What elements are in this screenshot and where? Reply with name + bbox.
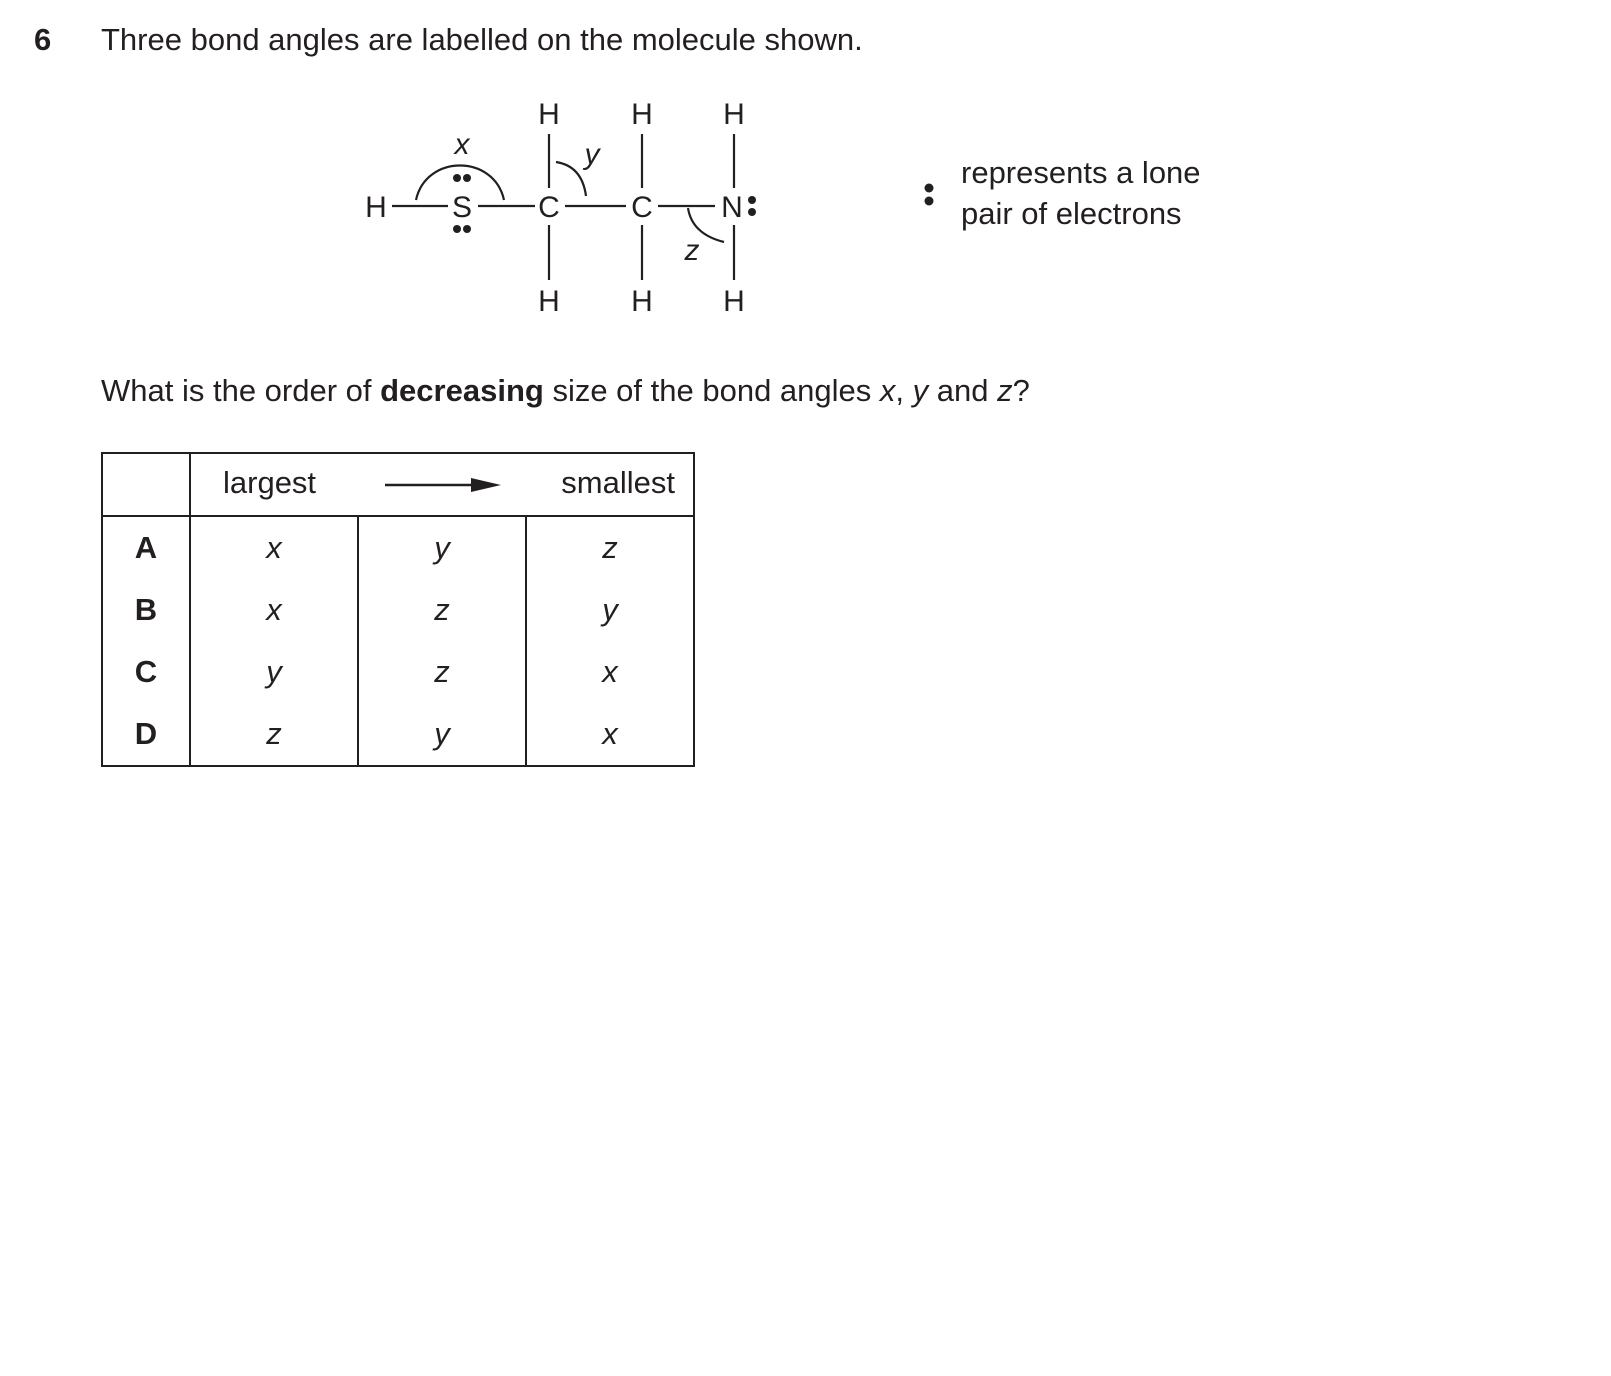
option-cell: x — [526, 703, 694, 766]
atom-c2: C — [631, 191, 653, 224]
table-header-row — [102, 453, 694, 516]
angle-label-x: x — [454, 128, 470, 161]
prompt-end: ? — [1012, 373, 1030, 408]
molecule-diagram — [360, 92, 780, 332]
options-table — [101, 452, 695, 767]
lone-pair-dot — [748, 196, 756, 204]
legend-line-2: pair of electrons — [961, 196, 1182, 231]
option-cell: x — [190, 516, 358, 579]
option-cell: y — [358, 703, 526, 766]
prompt-sep-2: and — [928, 373, 998, 408]
option-label: C — [102, 641, 190, 703]
lone-pair-dot — [463, 225, 471, 233]
atom-h-c2-top: H — [631, 98, 653, 131]
prompt-var-x: x — [879, 373, 896, 408]
prompt-before: What is the order of — [101, 373, 381, 408]
atom-h-n-bottom: H — [723, 285, 745, 318]
lone-pair-dot — [453, 225, 461, 233]
option-row-a[interactable] — [102, 516, 694, 579]
option-label: D — [102, 703, 190, 766]
option-label: B — [102, 579, 190, 641]
angle-label-y: y — [584, 138, 600, 171]
option-cell: y — [358, 516, 526, 579]
atom-c1: C — [538, 191, 560, 224]
bonds — [392, 134, 734, 280]
prompt-bold: decreasing — [380, 373, 544, 408]
option-cell: x — [190, 579, 358, 641]
prompt-after: size of the bond angles — [543, 373, 880, 408]
atom-h-c1-bottom: H — [538, 285, 560, 318]
option-cell: z — [358, 641, 526, 703]
prompt-var-y: y — [912, 373, 929, 408]
atom-n: N — [721, 191, 743, 224]
prompt-var-z: z — [997, 373, 1013, 408]
arrow-right-icon — [385, 476, 503, 494]
option-cell: z — [526, 516, 694, 579]
lone-pairs — [453, 174, 756, 233]
option-cell: x — [526, 641, 694, 703]
option-row-c[interactable] — [102, 641, 694, 703]
lone-pair-dot — [748, 208, 756, 216]
question-prompt — [101, 373, 1030, 409]
header-smallest: smallest — [561, 465, 675, 500]
lone-pair-dot — [453, 174, 461, 182]
lone-pair-legend-icon — [922, 182, 936, 208]
header-order-cell — [190, 453, 694, 516]
option-label: A — [102, 516, 190, 579]
angle-arc-y — [556, 162, 586, 196]
option-cell: y — [526, 579, 694, 641]
option-cell: z — [190, 703, 358, 766]
atom-h-left: H — [365, 191, 387, 224]
legend-line-1: represents a lone — [961, 155, 1201, 190]
question-number: 6 — [34, 22, 52, 57]
atom-h-n-top: H — [723, 98, 745, 131]
atom-h-c1-top: H — [538, 98, 560, 131]
option-row-b[interactable] — [102, 579, 694, 641]
option-row-d[interactable] — [102, 703, 694, 766]
header-blank-cell — [102, 453, 190, 516]
prompt-sep-1: , — [895, 373, 913, 408]
legend-text — [961, 152, 1201, 234]
atom-s: S — [451, 191, 473, 224]
lone-pair-dot — [463, 174, 471, 182]
header-largest: largest — [223, 465, 317, 500]
atom-h-c2-bottom: H — [631, 285, 653, 318]
option-cell: y — [190, 641, 358, 703]
angle-label-z: z — [684, 234, 700, 267]
option-cell: z — [358, 579, 526, 641]
question-stem: Three bond angles are labelled on the molecule shown. — [101, 22, 863, 57]
